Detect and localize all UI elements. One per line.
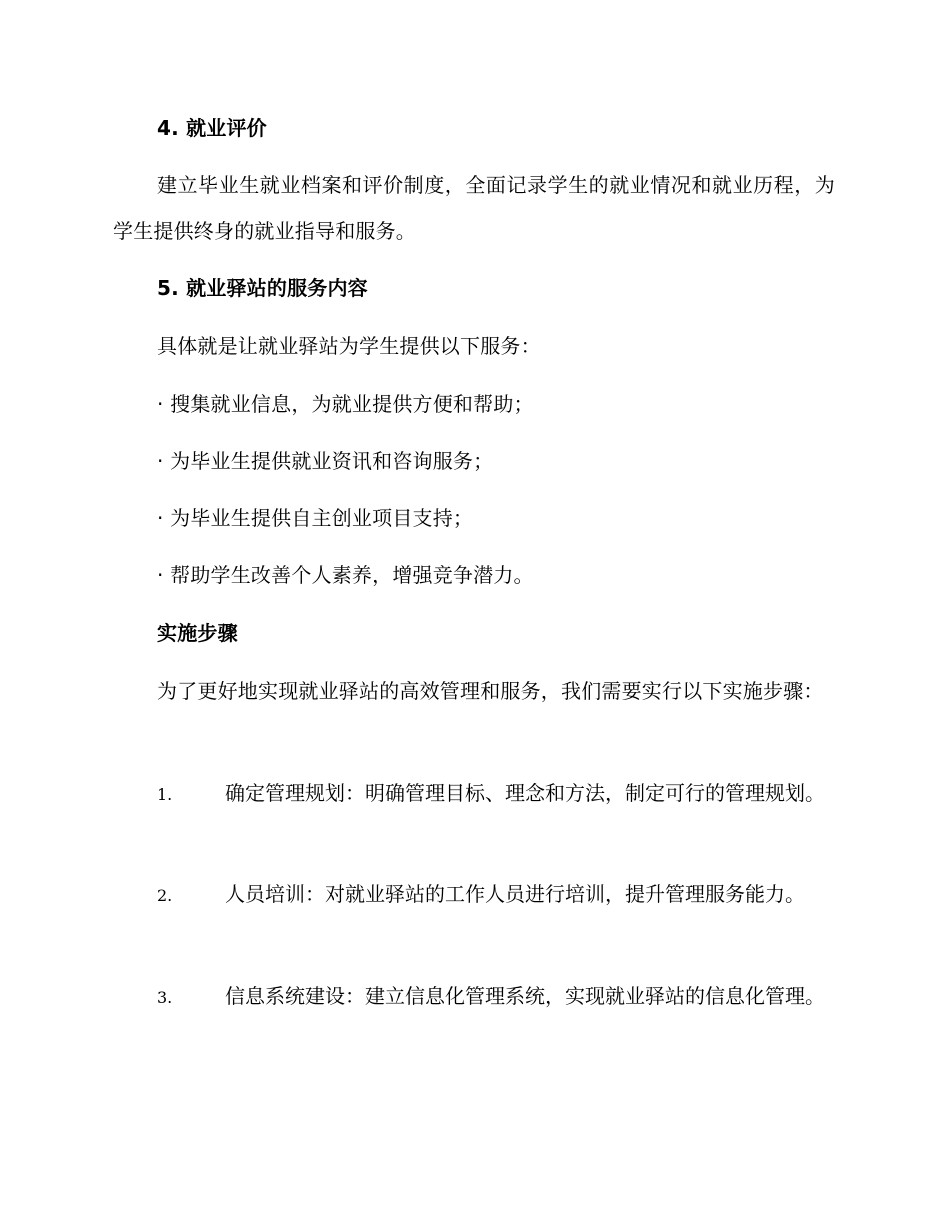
step-item <box>113 770 835 818</box>
step-number: 1. <box>157 785 173 804</box>
paragraph-employment-evaluation: 建立毕业生就业档案和评价制度，全面记录学生的就业情况和就业历程，为学生提供终身的就业指导和服务。 <box>113 173 835 243</box>
bullet-item: · 为毕业生提供就业资讯和咨询服务； <box>157 449 494 473</box>
bullet-item: · 搜集就业信息，为就业提供方便和帮助； <box>157 392 534 416</box>
paragraph-service-intro: 具体就是让就业驿站为学生提供以下服务： <box>157 334 541 358</box>
step-item <box>113 973 835 1021</box>
step-item <box>113 871 835 919</box>
step-text: 确定管理规划：明确管理目标、理念和方法，制定可行的管理规划。 <box>225 781 825 805</box>
bullet-item: · 为毕业生提供自主创业项目支持； <box>157 506 474 530</box>
bullet-item: · 帮助学生改善个人素养，增强竞争潜力。 <box>157 563 534 587</box>
paragraph-implementation-intro: 为了更好地实现就业驿站的高效管理和服务，我们需要实行以下实施步骤： <box>157 679 824 703</box>
section-heading-service-content: 5. 就业驿站的服务内容 <box>157 276 368 300</box>
step-number: 2. <box>157 886 173 905</box>
step-number: 3. <box>157 988 173 1007</box>
step-text: 信息系统建设：建立信息化管理系统，实现就业驿站的信息化管理。 <box>225 984 825 1008</box>
section-heading-employment-evaluation: 4. 就业评价 <box>157 116 267 140</box>
section-heading-implementation: 实施步骤 <box>157 621 238 645</box>
step-text: 人员培训：对就业驿站的工作人员进行培训，提升管理服务能力。 <box>225 882 805 906</box>
